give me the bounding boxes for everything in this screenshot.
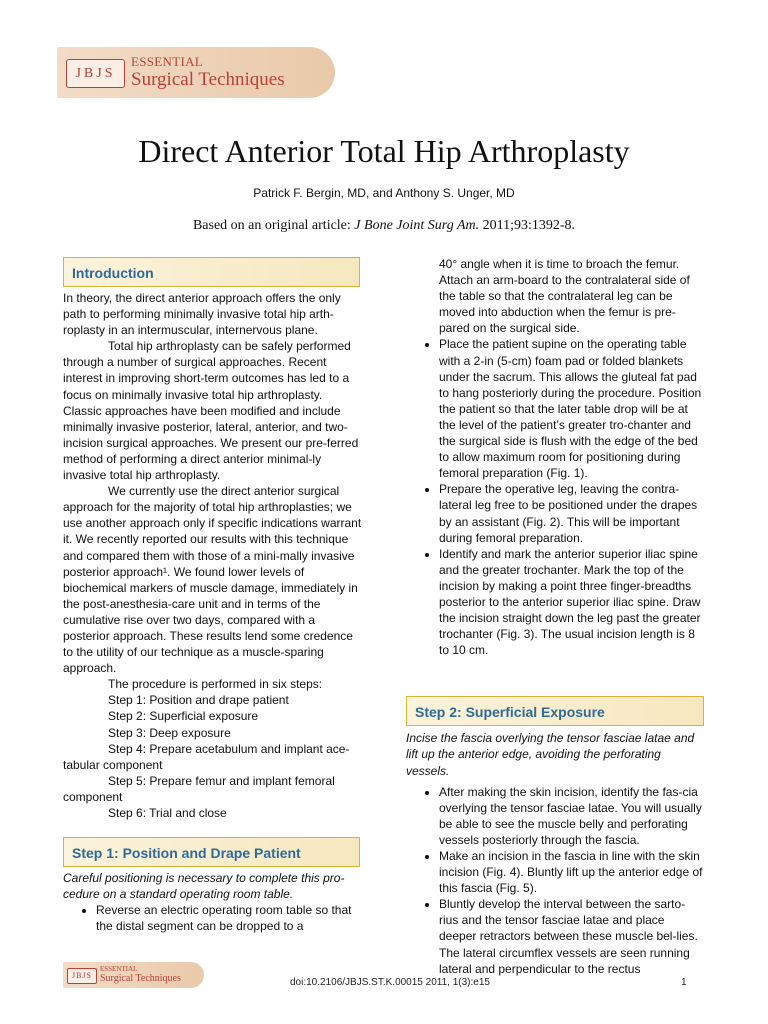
step1-bullet-list-continued (406, 336, 704, 658)
intro-paragraph-4: The procedure is performed in six steps: (108, 677, 323, 692)
page-number: 1 (681, 977, 687, 988)
footer-journal-logo (63, 962, 204, 988)
step-list-item: Step 3: Deep exposure (108, 725, 231, 740)
step-list-item: Step 6: Trial and close (108, 806, 227, 820)
step2-heading: Step 2: Superficial Exposure (406, 696, 704, 726)
step1-heading: Step 1: Position and Drape Patient (63, 837, 360, 867)
logo-title: Surgical Techniques (131, 69, 285, 90)
step-list-item: Step 2: Superficial exposure (108, 709, 259, 724)
list-item: • Reverse an electric operating room table so that the distal segment can be dropped to a (96, 902, 363, 934)
logo-essential: ESSENTIAL (131, 54, 204, 69)
intro-paragraph-1: In theory, the direct anterior approach offers the only path to performing minimally invasive total hip arth-roplasty in an intermuscular, internervous plane. (63, 291, 341, 338)
right-column (406, 256, 704, 977)
article-title: Direct Anterior Total Hip Arthroplasty (138, 133, 630, 169)
list-item: • Make an incision in the fascia in line with the skin incision (Fig. 4). Bluntly lift up the anterior edge of this fascia (Fig. 5). (439, 848, 704, 896)
intro-paragraph-3: We currently use the direct anterior surgical approach for the majority of total hip arthroplasties; we use another approach only if specific indications warrant it. We recently reported our results with this technique and compared them with those of a mini-mally invasive posterior approach¹. We found lower levels of biochemical markers of muscle damage, immediately in the post-anesthesia-care unit and in terms of the cumulative rise over two days, compared with a posterior approach. These results lend some credence to the utility of our technique as a muscle-sparing approach. (63, 484, 362, 676)
based-on-citation (0, 218, 768, 234)
logo-abbr-box: JBJS (66, 59, 125, 88)
based-journal: J Bone Joint Surg Am. (354, 218, 480, 233)
step-list-item: Step 4: Prepare acetabulum and implant ace-tabular component (63, 741, 350, 772)
list-item: • Prepare the operative leg, leaving the contra-lateral leg free to be positioned under the drapes by an assistant (Fig. 2). This will be important during femoral preparation. (439, 481, 704, 545)
list-item: • Place the patient supine on the operating table with a 2-in (5-cm) foam pad or folded blankets under the sacrum. This allows the gluteal fat pad to hang posteriorly during the procedure. Position the patient so that the later table drop will be at the level of the patient’s greater tro-chanter and the surgical side is flush with the edge of the bed to allow maximum room for positioning during femoral preparation (Fig. 1). (439, 336, 704, 481)
step-list-item: Step 5: Prepare femur and implant femoral component (63, 773, 335, 804)
list-item: • After making the skin incision, identify the fas-cia overlying the tensor fasciae latae. You will usually be able to see the muscle belly and perforating vessels posteriorly through the fascia. (439, 784, 704, 848)
step2-bullet-list (406, 784, 704, 977)
step-list-item: Step 1: Position and drape patient (108, 693, 289, 708)
footer-doi: doi:10.2106/JBJS.ST.K.00015 2011, 1(3):e15 (290, 977, 490, 988)
footer-logo-abbr: JBJS (67, 968, 97, 984)
footer-logo-essential: ESSENTIAL (100, 965, 138, 973)
step2-summary: Incise the fascia overlying the tensor fasciae latae and lift up the anterior edge, avoiding the perforating vessels. (406, 731, 695, 778)
list-item: • Bluntly develop the interval between the sarto-rius and the tensor fasciae latae and place deeper retractors between these muscle bel-lies. The lateral circumflex vessels are seen running lateral and perpendicular to the rectus (439, 896, 704, 976)
introduction-heading: Introduction (63, 257, 360, 287)
journal-logo (57, 47, 335, 98)
list-item: • Identify and mark the anterior superior iliac spine and the greater trochanter. Mark the top of the incision by making a point three finger-breadths posterior to the anterior superior iliac spine. Draw the incision straight down the leg past the greater trochanter (Fig. 3). The usual incision length is 8 to 10 cm. (439, 546, 704, 659)
article-authors: Patrick F. Bergin, MD, and Anthony S. Unger, MD (253, 186, 515, 200)
step1-bullet-list (63, 902, 363, 934)
intro-paragraph-2: Total hip arthroplasty can be safely performed through a number of surgical approaches. Recent interest in improving short-term outcomes has led to a focus on minimally invasive total hip arthroplasty. Classic approaches have been modified and include minimally invasive posterior, lateral, anterior, and two-incision surgical approaches. We present our pre-ferred method of performing a direct anterior minimal-ly invasive total hip arthroplasty. (63, 339, 359, 483)
footer-logo-title: Surgical Techniques (100, 973, 181, 984)
based-prefix: Based on an original article: (192, 218, 355, 233)
based-citation: 2011;93:1392-8. (479, 218, 576, 233)
continued-text: 40° angle when it is time to broach the femur. Attach an arm-board to the contralateral side of the table so that the contralateral leg can be moved into abduction when the femur is pre-pared on the surgical side. (439, 257, 690, 336)
step1-summary: Careful positioning is necessary to complete this pro-cedure on a standard operating room table. (63, 871, 345, 902)
left-column (63, 257, 363, 934)
